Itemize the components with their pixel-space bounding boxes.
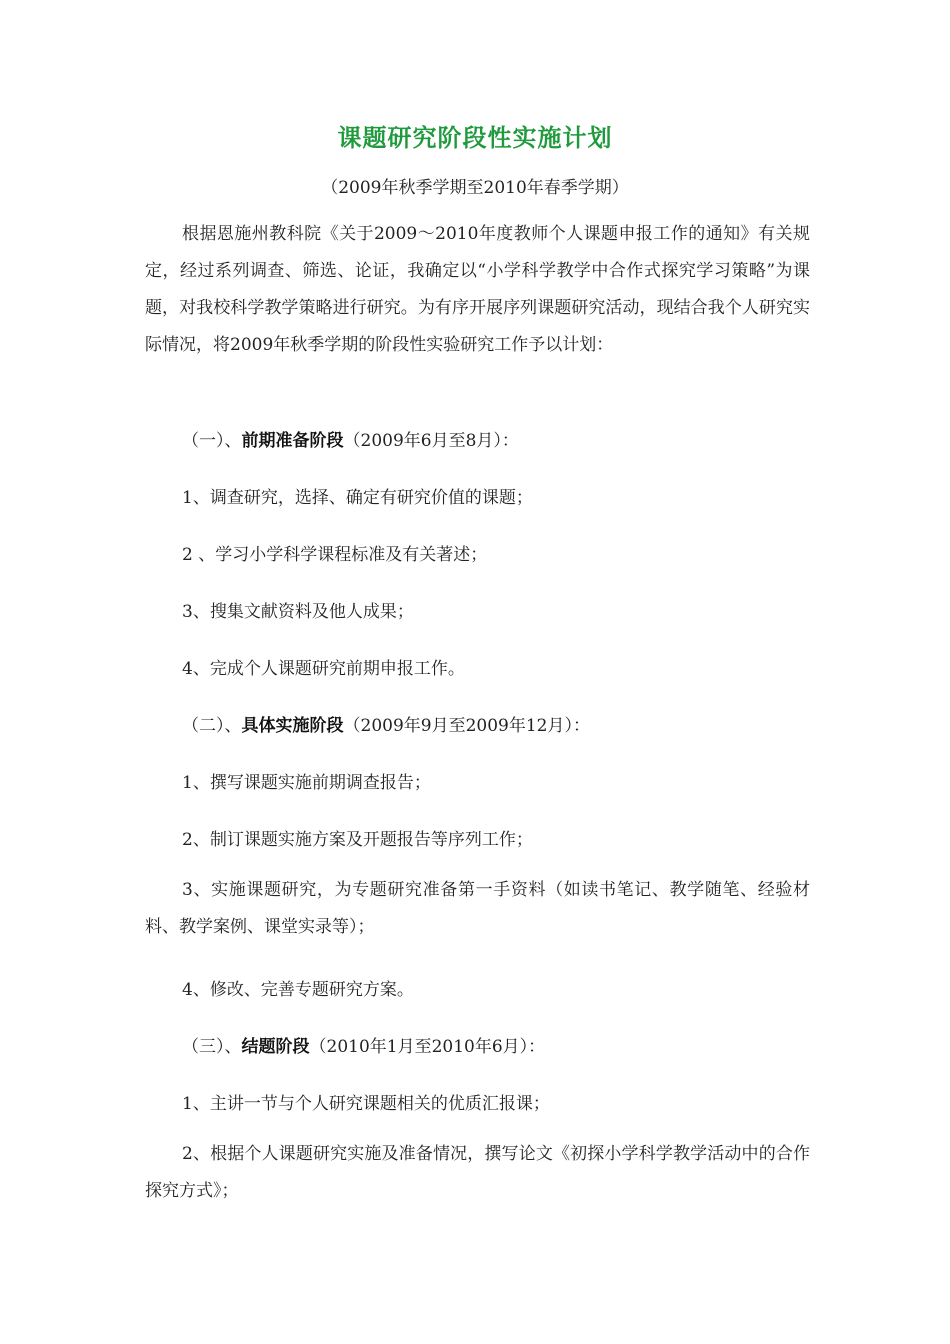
- stage1-heading: [182, 426, 519, 451]
- document-subtitle: （2009年秋季学期至2010年春季学期）: [321, 178, 629, 198]
- stage3-heading: [182, 1032, 545, 1057]
- stage1-item: 2 、学习小学科学课程标准及有关著述；: [182, 545, 488, 565]
- stage2-item: 1、撰写课题实施前期调查报告；: [182, 773, 431, 793]
- stage3-item: 1、主讲一节与个人研究课题相关的优质汇报课；: [182, 1094, 550, 1114]
- stage1-item: 3、搜集文献资料及他人成果；: [182, 602, 414, 622]
- stage2-item: 2、制订课题实施方案及开题报告等序列工作；: [182, 830, 533, 850]
- stage3-item: 2、根据个人课题研究实施及准备情况，撰写论文《初探小学科学教学活动中的合作探究方式》；: [145, 1144, 810, 1201]
- stage2-item: 3、实施课题研究，为专题研究准备第一手资料（如读书笔记、教学随笔、经验材料、教学案例、课堂实录等）；: [145, 880, 810, 937]
- document-title: 课题研究阶段性实施计划: [337, 123, 613, 152]
- stage2-item: 4、修改、完善专题研究方案。: [182, 980, 414, 1000]
- stage1-item: 4、完成个人课题研究前期申报工作。: [182, 659, 465, 679]
- stage1-suffix: （2009年6月至8月）：: [343, 431, 519, 451]
- stage3-suffix: （2010年1月至2010年6月）：: [309, 1037, 546, 1057]
- stage1-item: 1、调查研究，选择、确定有研究价值的课题；: [182, 488, 533, 508]
- intro-paragraph: 根据恩施州教科院《关于2009～2010年度教师个人课题申报工作的通知》有关规定，经过系列调查、筛选、论证，我确定以“小学科学教学中合作式探究学习策略”为课题，对我校科学教学策略进行研究。为有序开展序列课题研究活动，现结合我个人研究实际情况，将2009年秋季学期的阶段性实验研究工作予以计划：: [145, 224, 810, 355]
- stage1-name: 前期准备阶段: [241, 431, 344, 451]
- stage1-prefix: （一）、: [182, 431, 242, 451]
- stage2-heading: [182, 711, 590, 736]
- stage2-name: 具体实施阶段: [241, 716, 344, 736]
- stage3-prefix: （三）、: [182, 1037, 242, 1057]
- stage2-suffix: （2009年9月至2009年12月）：: [343, 716, 590, 736]
- stage2-prefix: （二）、: [182, 716, 242, 736]
- stage3-name: 结题阶段: [241, 1037, 310, 1057]
